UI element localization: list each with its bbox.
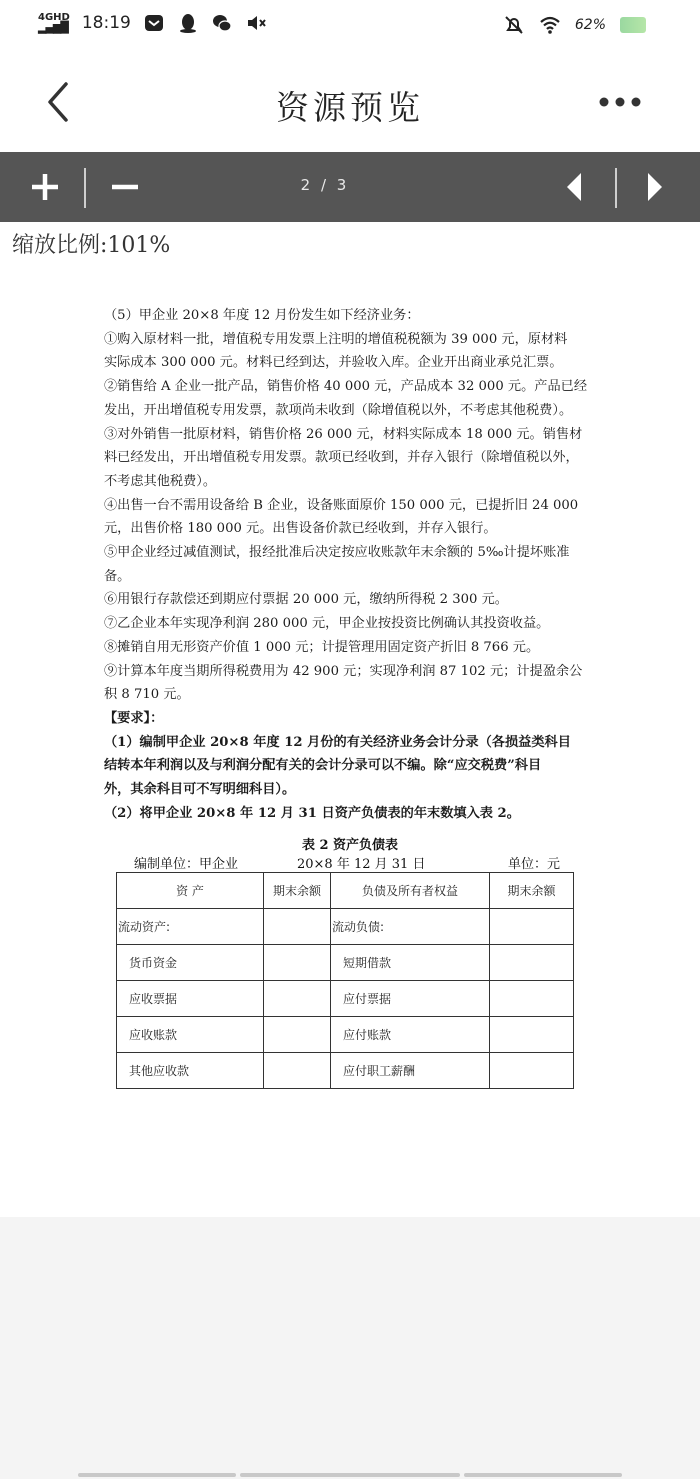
text-line: ④出售一台不需用设备给 B 企业，设备账面原价 150 000 元，已提折旧 24 000	[104, 497, 579, 513]
table-cell	[264, 1017, 331, 1053]
message-icon	[143, 12, 165, 34]
text-line: ⑦乙企业本年实现净利润 280 000 元，甲企业按投资比例确认其投资收益。	[104, 616, 550, 632]
table-header-cell: 期末余额	[264, 873, 331, 909]
requirements-heading: 【要求】：	[104, 710, 164, 726]
table-date: 20×8 年 12 月 31 日	[297, 857, 426, 872]
text-line: ⑨计算本年度当期所得税费用为 42 900 元；实现净利润 87 102 元；计提盈余公	[104, 663, 583, 679]
table-row	[117, 981, 574, 1017]
battery-icon	[620, 17, 646, 33]
text-line: 发出，开出增值税专用发票，款项尚未收到（除增值税以外，不考虑其他税费）。	[104, 402, 573, 418]
table-cell: 流动资产:	[117, 909, 264, 945]
page-indicator: 2 / 3	[300, 176, 350, 194]
table-unit-right: 单位：元	[508, 857, 561, 872]
text-line: 积 8 710 元。	[104, 687, 190, 703]
mute-speaker-icon	[245, 12, 267, 34]
text-line: 元，出售价格 180 000 元。出售设备价款已经收到，并存入银行。	[104, 521, 497, 537]
requirement-line: （2）将甲企业 20×8 年 12 月 31 日资产负债表的年末数填入表 2。	[104, 805, 520, 821]
wechat-icon	[211, 12, 233, 34]
table-title: 表 2 资产负债表	[301, 838, 399, 853]
text-line: ⑤甲企业经过减值测试，报经批准后决定按应收账款年末余额的 5‰计提坏账准	[104, 545, 570, 561]
status-bar	[0, 0, 700, 54]
table-cell	[490, 981, 574, 1017]
battery-percent: 62%	[574, 17, 606, 33]
table-cell: 其他应收款	[117, 1053, 264, 1089]
table-cell: 应付职工薪酬	[331, 1053, 490, 1089]
table-header-cell: 期末余额	[490, 873, 574, 909]
table-row	[117, 1017, 574, 1053]
table-cell: 应付票据	[331, 981, 490, 1017]
document-text	[104, 304, 604, 825]
qq-icon	[177, 12, 199, 34]
text-line: ⑥用银行存款偿还到期应付票据 20 000 元，缴纳所得税 2 300 元。	[104, 592, 508, 608]
text-line: （5）甲企业 20×8 年度 12 月份发生如下经济业务：	[104, 308, 420, 323]
table-cell: 货币资金	[117, 945, 264, 981]
requirement-line: 外，其余科目可不写明细科目）。	[104, 782, 296, 798]
zoom-level-label: 缩放比例:101%	[12, 233, 171, 258]
title-bar	[0, 54, 700, 152]
page-title: 资源预览	[276, 88, 424, 127]
document-page	[0, 262, 700, 1217]
table-cell: 应付账款	[331, 1017, 490, 1053]
table-row	[117, 1053, 574, 1089]
text-line: ②销售给 A 企业一批产品，销售价格 40 000 元，产品成本 32 000 元。产品已经	[104, 379, 588, 395]
table-header-cell: 资 产	[117, 873, 264, 909]
table-unit-left: 编制单位：甲企业	[134, 857, 239, 872]
text-line: ③对外销售一批原材料，销售价格 26 000 元，材料实际成本 18 000 元。销售材	[104, 426, 583, 442]
text-line: 实际成本 300 000 元。材料已经到达，并验收入库。企业开出商业承兑汇票。	[104, 355, 563, 371]
table-header-cell: 负债及所有者权益	[331, 873, 490, 909]
scroll-indicator[interactable]	[78, 1473, 236, 1477]
table-cell	[490, 1053, 574, 1089]
viewer-background	[0, 1217, 700, 1479]
table-cell	[490, 909, 574, 945]
requirement-line: （1）编制甲企业 20×8 年度 12 月份的有关经济业务会计分录（各损益类科目	[104, 734, 571, 750]
text-line: 料已经发出，开出增值税专用发票。款项已经收到，并存入银行（除增值税以外，	[104, 450, 579, 466]
table-cell: 应收账款	[117, 1017, 264, 1053]
scroll-indicator[interactable]	[464, 1473, 622, 1477]
table-cell	[490, 945, 574, 981]
toolbar-divider	[615, 168, 617, 208]
viewer-toolbar	[0, 152, 700, 222]
clock: 18:19	[81, 13, 131, 33]
table-cell: 流动负债:	[331, 909, 490, 945]
text-line: ⑧摊销自用无形资产价值 1 000 元；计提管理用固定资产折旧 8 766 元。	[104, 639, 540, 655]
requirement-line: 结转本年利润以及与利润分配有关的会计分录可以不编。除“应交税费”科目	[104, 758, 542, 774]
table-cell: 短期借款	[331, 945, 490, 981]
scroll-indicator[interactable]	[240, 1473, 460, 1477]
text-line: 不考虑其他税费）。	[104, 473, 217, 489]
text-line: 备。	[104, 568, 131, 584]
previous-page-button[interactable]	[553, 164, 599, 210]
table-cell: 应收票据	[117, 981, 264, 1017]
text-line: ①购入原材料一批，增值税专用发票上注明的增值税税额为 39 000 元，原材料	[104, 331, 568, 347]
table-cell	[264, 981, 331, 1017]
table-cell	[490, 1017, 574, 1053]
bell-off-icon	[503, 14, 525, 36]
table-row	[117, 945, 574, 981]
next-page-button[interactable]	[632, 164, 678, 210]
table-row	[117, 909, 574, 945]
table-cell	[264, 945, 331, 981]
wifi-icon	[539, 14, 561, 36]
network-type-label: 4GHD	[38, 12, 70, 23]
signal-icon: ▂▄▆█	[38, 21, 68, 34]
table-header-row	[117, 873, 574, 909]
table-cell	[264, 1053, 331, 1089]
balance-sheet-table	[116, 872, 574, 1089]
table-cell	[264, 909, 331, 945]
network-indicator	[38, 13, 70, 33]
more-options-button[interactable]	[598, 92, 642, 112]
